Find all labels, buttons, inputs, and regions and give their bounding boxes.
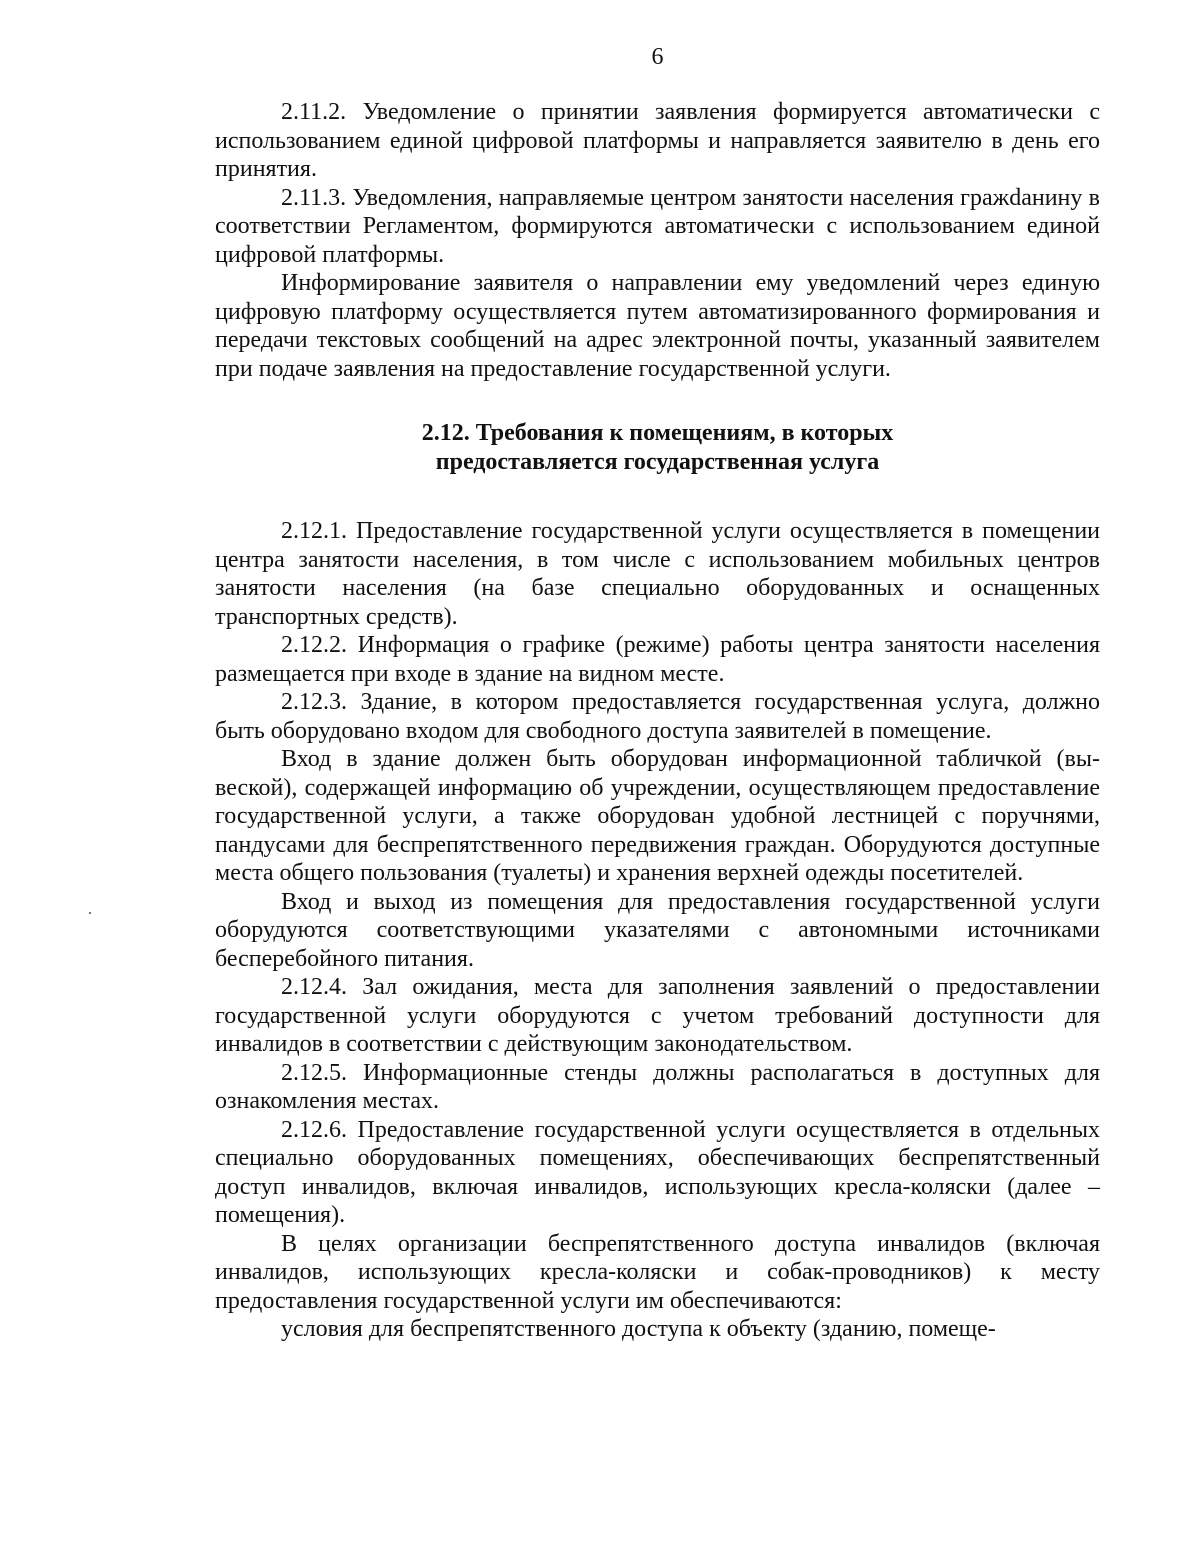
page-number: 6: [651, 44, 664, 70]
scan-speck: [89, 912, 91, 914]
paragraph-2-12-6: 2.12.6. Предоставление государственной услуги осуществляется в отдельных специально оборудованных помещениях, обеспечивающих беспрепятственный доступ инвалидов, включая инвалидов, использующих кресла-коляски (далее – помещения).: [215, 1116, 1100, 1228]
paragraph-entrance-sign: Вход в здание должен быть оборудован информационной табличкой (вывеской), содержащей информацию об учреждении, осуществляющем предоставление государственной услуги, а также оборудован удобной лестницей с поручнями, пандусами для беспрепятственного передвижения граждан. Оборудуются доступные места общего пользования (туалеты) и хранения верхней одежды посетителей.: [215, 746, 1100, 886]
paragraph-2-12-3: 2.12.3. Здание, в котором предоставляется государственная услуга, должно быть оборудовано входом для свободного доступа заявителей в помещение.: [215, 689, 1100, 744]
paragraph-2-12-4: 2.12.4. Зал ожидания, места для заполнения заявлений о предоставлении государственной услуги оборудуются с учетом требований доступности для инвалидов в соответствии с действующим законодательством.: [215, 974, 1100, 1057]
paragraph-2-11-2: 2.11.2. Уведомление о принятии заявления формируется автоматически с использованием единой цифровой платформы и направляется заявителю в день его принятия.: [215, 99, 1100, 182]
document-page: [215, 42, 1100, 1344]
paragraph-conditions: условия для беспрепятственного доступа к объекту (зданию, помеще-: [281, 1316, 996, 1342]
paragraph-informing: Информирование заявителя о направлении ему уведомлений через единую цифровую платформу осуществляется путем автоматизированного формирования и передачи текстовых сообщений на адрес электронной почты, указанный заявителем при подаче заявления на предоставление государственной услуги.: [215, 270, 1100, 382]
paragraph-2-12-2: 2.12.2. Информация о графике (режиме) работы центра занятости населения размещается при входе в здание на видном месте.: [215, 632, 1100, 687]
paragraph-2-12-1: 2.12.1. Предоставление государственной услуги осуществляется в помещении центра занятости населения, в том числе с использованием мобильных центров занятости населения (на базе специально оборудованных и оснащенных транспортных средств).: [215, 518, 1100, 630]
section-heading-2-12: [215, 419, 1100, 477]
paragraph-2-11-3: 2.11.3. Уведомления, направляемые центром занятости населения гражdанину в соответствии Регламентом, формируются автоматически с использованием единой цифровой платформы.: [215, 184, 1100, 268]
section-heading-line-1: 2.12. Требования к помещениям, в которых: [421, 420, 894, 446]
paragraph-2-12-5: 2.12.5. Информационные стенды должны располагаться в доступных для ознакомления местах.: [215, 1059, 1100, 1114]
paragraph-entrance-exit: Вход и выход из помещения для предоставления государственной услуги оборудуются соответствующими указателями с автономными источниками бесперебойного питания.: [215, 888, 1100, 972]
section-heading-line-2: предоставляется государственная услуга: [435, 449, 880, 475]
paragraph-accessibility: В целях организации беспрепятственного доступа инвалидов (включая инвалидов, использующих кресла-коляски и собак-проводников) к месту предоставления государственной услуги им обеспечиваются:: [215, 1230, 1100, 1314]
